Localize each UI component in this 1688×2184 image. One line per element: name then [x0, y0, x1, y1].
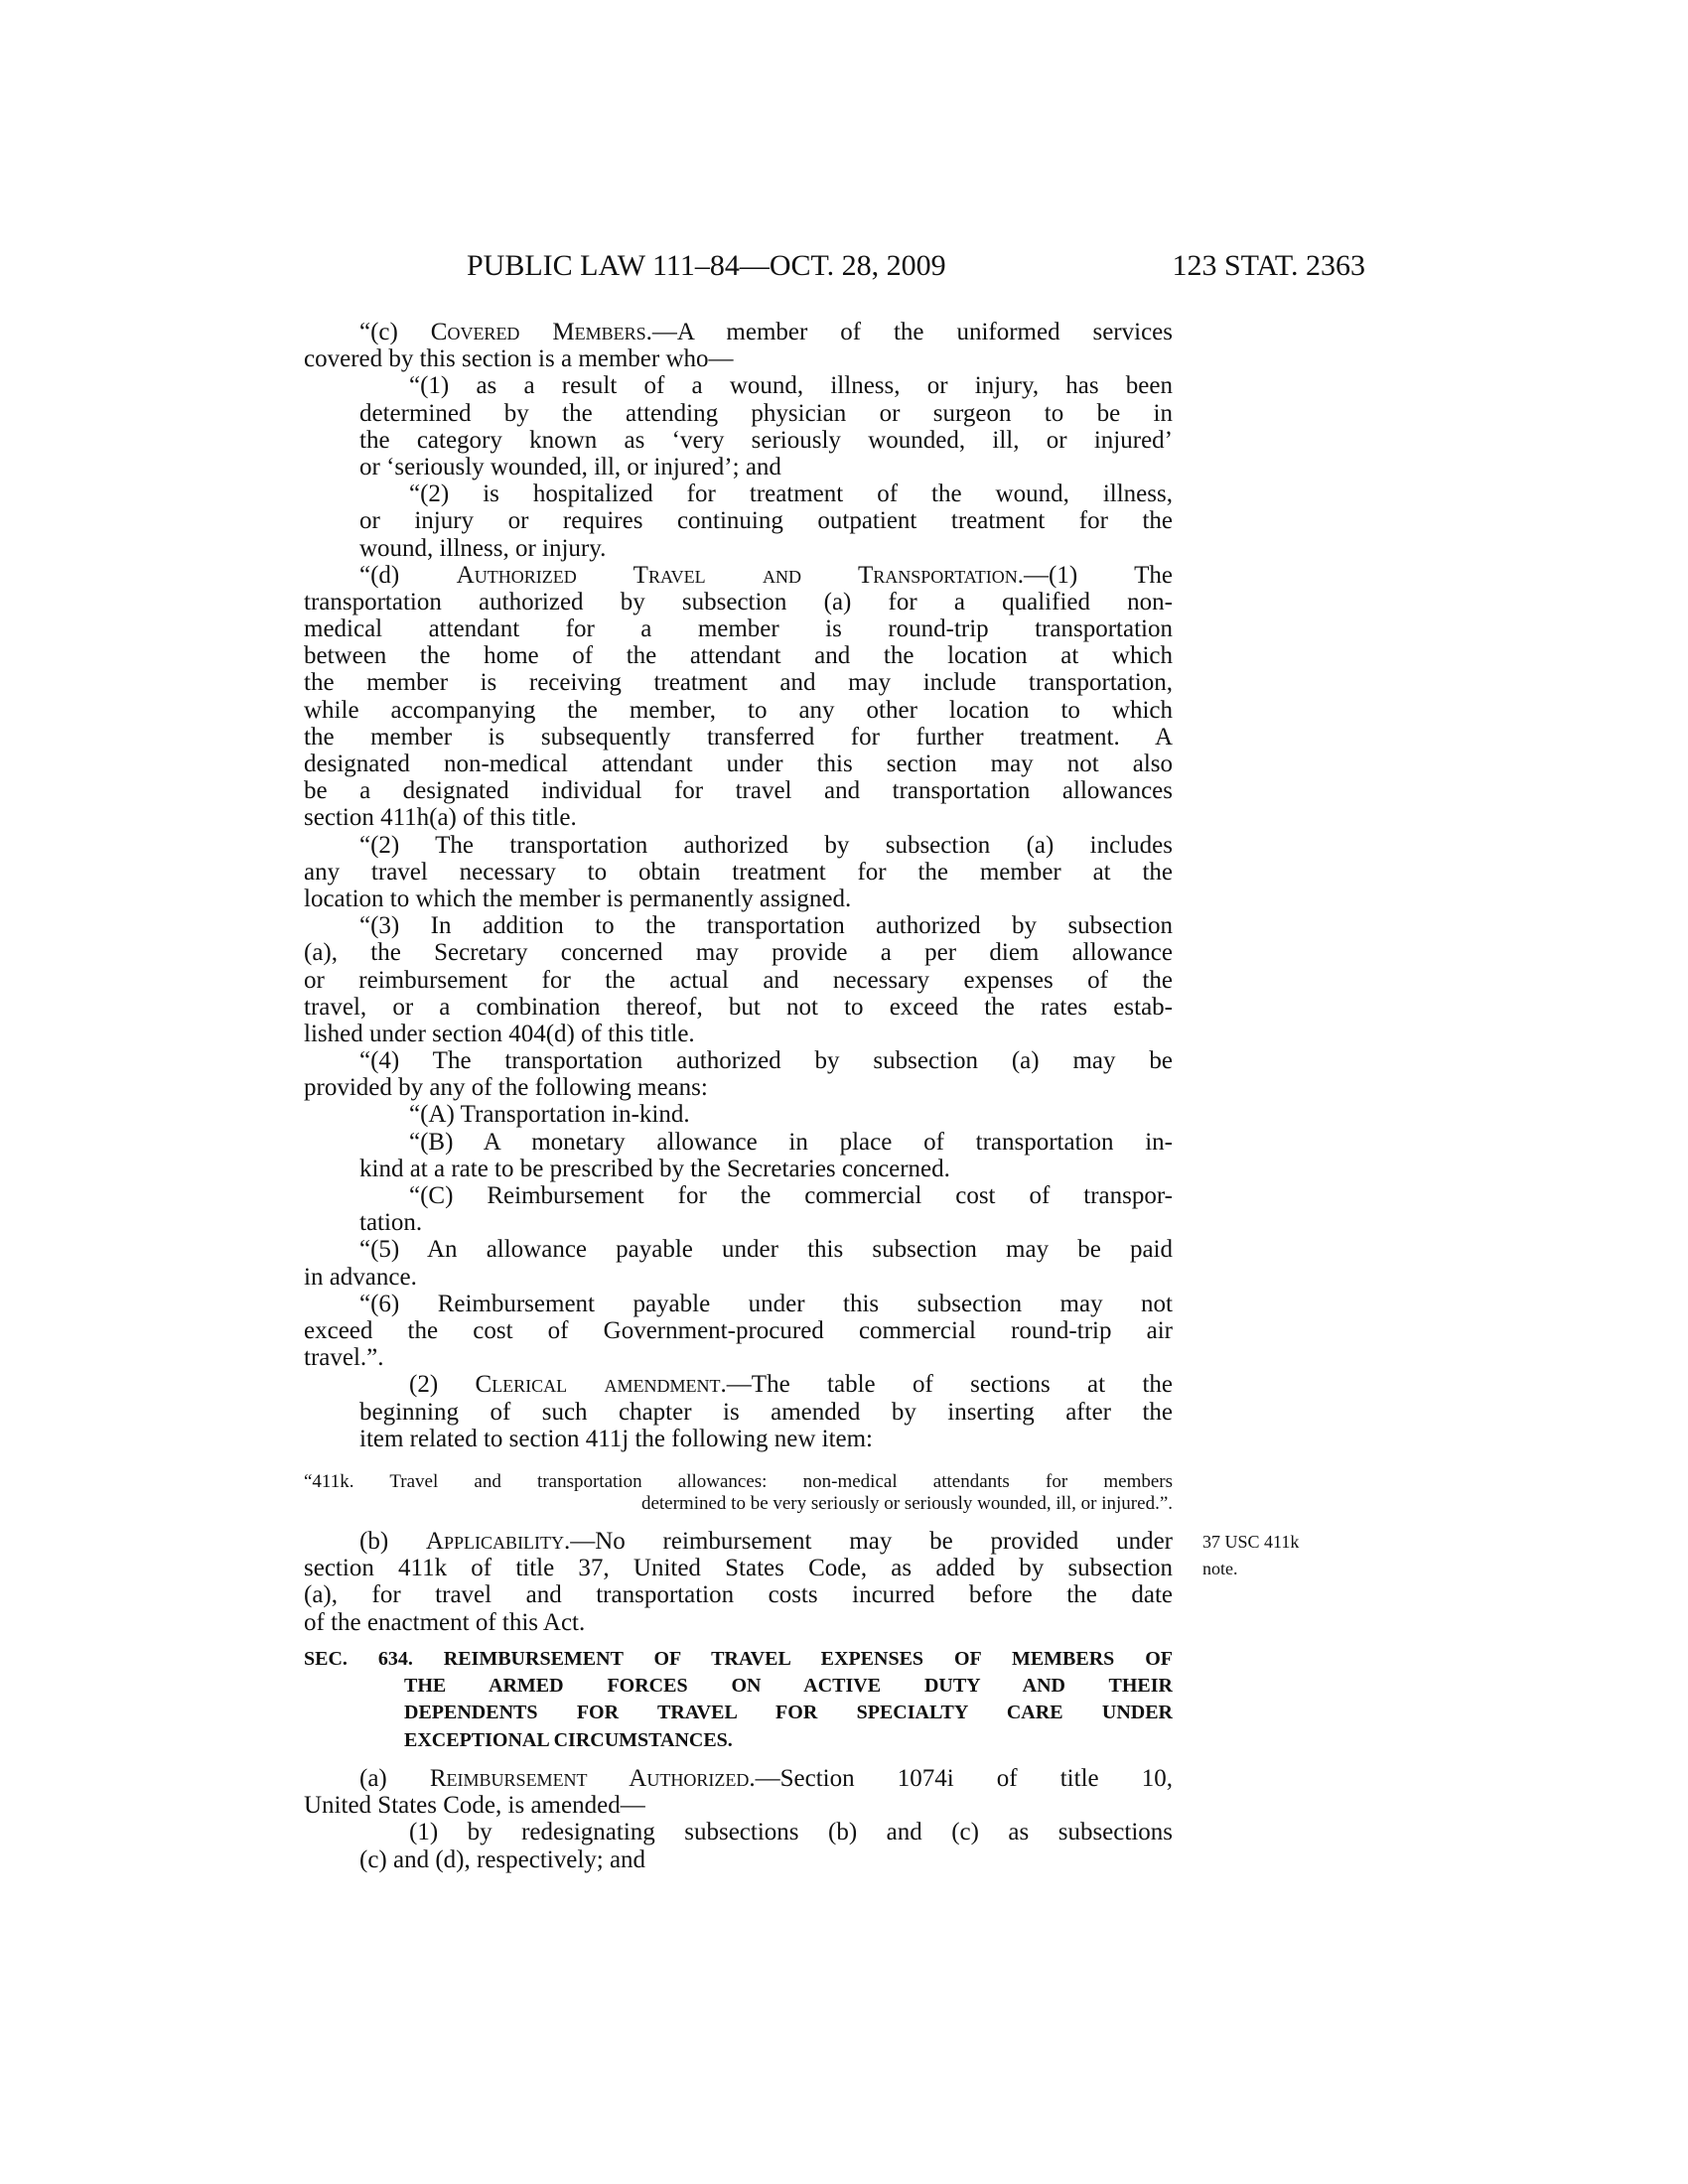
- line-text: be a designated individual for travel and transportation allowances: [304, 777, 1173, 805]
- text-line: [304, 615, 1173, 642]
- text-line: [304, 994, 1173, 1021]
- line-text: (c) and (d), respectively; and: [359, 1845, 646, 1873]
- text-line: [304, 1673, 1173, 1700]
- text-line: [304, 480, 1173, 507]
- line-text: beginning of such chapter is amended by inserting after the: [359, 1398, 1173, 1426]
- section-covered-members-and-travel: [304, 319, 1173, 1452]
- line-text: or ‘seriously wounded, ill, or injured’; and: [359, 453, 781, 480]
- text-line: [304, 697, 1173, 724]
- line-text: while accompanying the member, to any other location to which: [304, 696, 1173, 724]
- line-text: .—The table of sections at the: [720, 1371, 1173, 1399]
- text-line: [304, 724, 1173, 751]
- page-number: 123 STAT. 2363: [1172, 249, 1365, 282]
- line-text: transportation authorized by subsection (a) for a qualified non-: [304, 588, 1173, 615]
- line-text: in advance.: [304, 1263, 417, 1291]
- line-text: covered by this section is a member who—: [304, 345, 734, 373]
- text-line: [304, 372, 1173, 399]
- subsection-reimbursement-authorized: [304, 1765, 1173, 1873]
- text-line: [304, 1528, 1173, 1555]
- text-line: [304, 1156, 1173, 1182]
- line-text: item related to section 411j the following new item:: [359, 1425, 874, 1452]
- line-text: the member is receiving treatment and may include transportation,: [304, 669, 1173, 697]
- line-text: provided by any of the following means:: [304, 1074, 708, 1102]
- text-line: [304, 1236, 1173, 1263]
- line-text: “(4) The transportation authorized by subsection (a) may be: [359, 1047, 1173, 1075]
- text-line: [304, 454, 1173, 480]
- text-line: [304, 967, 1173, 994]
- line-text: “(A) Transportation in-kind.: [409, 1101, 690, 1129]
- section-634-heading: [304, 1646, 1173, 1754]
- line-text: SEC. 634. REIMBURSEMENT OF TRAVEL EXPENSES OF MEMBERS OF: [304, 1648, 1173, 1670]
- subsection-designator: “(c): [359, 319, 431, 345]
- subsection-heading: Reimbursement Authorized: [429, 1765, 750, 1792]
- text-line: [304, 1555, 1173, 1581]
- text-line: [304, 535, 1173, 562]
- text-line: [304, 319, 1173, 345]
- text-line: [304, 751, 1173, 777]
- line-text: any travel necessary to obtain treatment for the member at the: [304, 858, 1173, 886]
- line-text: wound, illness, or injury.: [359, 534, 607, 562]
- line-text: between the home of the attendant and the location at which: [304, 642, 1173, 670]
- subsection-heading: Clerical amendment: [475, 1371, 721, 1399]
- line-text: “(2) The transportation authorized by subsection (a) includes: [359, 831, 1173, 859]
- text-line: [304, 804, 1173, 831]
- text-line: [304, 859, 1173, 886]
- line-text: “(C) Reimbursement for the commercial cost of transpor-: [409, 1182, 1173, 1209]
- margin-note: [1202, 1529, 1299, 1582]
- margin-note-citation: 37 USC 411k: [1202, 1532, 1300, 1552]
- line-text: the member is subsequently transferred for further treatment. A: [304, 723, 1173, 751]
- text-line: [304, 1399, 1173, 1426]
- line-text: medical attendant for a member is round-trip transportation: [304, 615, 1173, 643]
- text-line: [304, 1819, 1173, 1845]
- subsection-applicability: [304, 1528, 1173, 1636]
- text-line: [304, 1609, 1173, 1636]
- line-text: (1) by redesignating subsections (b) and (c) as subsections: [409, 1819, 1173, 1846]
- text-line: [304, 912, 1173, 939]
- subsection-designator: “(d): [359, 561, 457, 589]
- line-text: “(3) In addition to the transportation authorized by subsection: [359, 912, 1173, 940]
- text-line: [304, 562, 1173, 589]
- text-line: [304, 400, 1173, 427]
- text-line: [304, 1021, 1173, 1047]
- line-text: “(2) is hospitalized for treatment of the wound, illness,: [409, 480, 1173, 508]
- line-text: .—A member of the uniformed services: [645, 319, 1173, 345]
- line-text: determined by the attending physician or surgeon to be in: [359, 399, 1173, 427]
- text-line: [304, 1291, 1173, 1317]
- text-line: [304, 669, 1173, 696]
- text-line: [304, 1700, 1173, 1726]
- text-line: [304, 1765, 1173, 1792]
- line-text: or injury or requires continuing outpatient treatment for the: [359, 507, 1173, 535]
- line-text: .—(1) The: [1017, 561, 1173, 589]
- text-line: [304, 1493, 1173, 1515]
- line-text: United States Code, is amended—: [304, 1792, 645, 1820]
- line-text: “(1) as a result of a wound, illness, or injury, has been: [409, 372, 1173, 400]
- text-line: [304, 1581, 1173, 1608]
- text-line: [304, 1727, 1173, 1754]
- text-line: [304, 1317, 1173, 1344]
- line-text: kind at a rate to be prescribed by the Secretaries concerned.: [359, 1155, 950, 1182]
- subsection-heading: Authorized Travel and Transportation: [456, 561, 1018, 589]
- text-line: [304, 832, 1173, 859]
- subsection-designator: (b): [359, 1528, 426, 1555]
- line-text: .—Section 1074i of title 10,: [749, 1765, 1173, 1792]
- text-line: [304, 1792, 1173, 1819]
- text-line: [304, 1846, 1173, 1873]
- text-line: [304, 1264, 1173, 1291]
- text-line: [304, 345, 1173, 372]
- text-line: [304, 1074, 1173, 1101]
- line-text: lished under section 404(d) of this title.: [304, 1020, 695, 1047]
- text-line: [304, 589, 1173, 615]
- text-line: [304, 1344, 1173, 1371]
- line-text: (a), the Secretary concerned may provide a per diem allowance: [304, 939, 1173, 967]
- text-line: [304, 777, 1173, 804]
- margin-note-label: note.: [1202, 1559, 1238, 1578]
- text-line: [304, 507, 1173, 534]
- running-header-title: PUBLIC LAW 111–84—OCT. 28, 2009: [467, 249, 946, 282]
- text-line: [304, 886, 1173, 912]
- text-line: [304, 1101, 1173, 1128]
- line-text: travel, or a combination thereof, but not to exceed the rates estab-: [304, 993, 1173, 1021]
- line-text: “(B) A monetary allowance in place of transportation in-: [409, 1128, 1173, 1156]
- line-text: .—No reimbursement may be provided under: [563, 1528, 1173, 1555]
- line-text: location to which the member is permanently assigned.: [304, 885, 852, 912]
- text-line: [304, 1426, 1173, 1452]
- line-text: “411k. Travel and transportation allowances: non-medical attendants for members: [304, 1471, 1173, 1492]
- subsection-designator: (a): [359, 1765, 430, 1792]
- text-line: [304, 427, 1173, 454]
- table-of-sections-item: [304, 1471, 1173, 1515]
- text-line: [304, 939, 1173, 966]
- line-text: section 411k of title 37, United States Code, as added by subsection: [304, 1555, 1173, 1582]
- line-text: or reimbursement for the actual and necessary expenses of the: [304, 966, 1173, 994]
- line-text: THE ARMED FORCES ON ACTIVE DUTY AND THEIR: [404, 1675, 1173, 1698]
- line-text: “(6) Reimbursement payable under this subsection may not: [359, 1290, 1173, 1317]
- subsection-heading: Applicability: [425, 1528, 564, 1555]
- line-text: DEPENDENTS FOR TRAVEL FOR SPECIALTY CARE UNDER: [404, 1702, 1173, 1724]
- line-text: determined to be very seriously or seriously wounded, ill, or injured.”.: [640, 1493, 1173, 1514]
- line-text: exceed the cost of Government-procured commercial round-trip air: [304, 1316, 1173, 1344]
- line-text: travel.”.: [304, 1344, 384, 1372]
- line-text: (a), for travel and transportation costs incurred before the date: [304, 1581, 1173, 1609]
- line-text: designated non-medical attendant under this section may not also: [304, 751, 1173, 777]
- text-line: [304, 1371, 1173, 1398]
- text-line: [304, 1047, 1173, 1074]
- line-text: of the enactment of this Act.: [304, 1608, 586, 1636]
- text-line: [304, 1182, 1173, 1209]
- text-line: [304, 1471, 1173, 1493]
- text-line: [304, 642, 1173, 669]
- line-text: the category known as ‘very seriously wounded, ill, or injured’: [359, 426, 1173, 454]
- line-text: EXCEPTIONAL CIRCUMSTANCES.: [404, 1728, 733, 1751]
- subsection-heading: Covered Members: [430, 319, 646, 345]
- text-line: [304, 1646, 1173, 1673]
- subsection-designator: (2): [409, 1371, 476, 1399]
- line-text: tation.: [359, 1209, 423, 1237]
- line-text: section 411h(a) of this title.: [304, 804, 577, 832]
- text-line: [304, 1209, 1173, 1236]
- text-line: [304, 1129, 1173, 1156]
- line-text: “(5) An allowance payable under this subsection may be paid: [359, 1236, 1173, 1264]
